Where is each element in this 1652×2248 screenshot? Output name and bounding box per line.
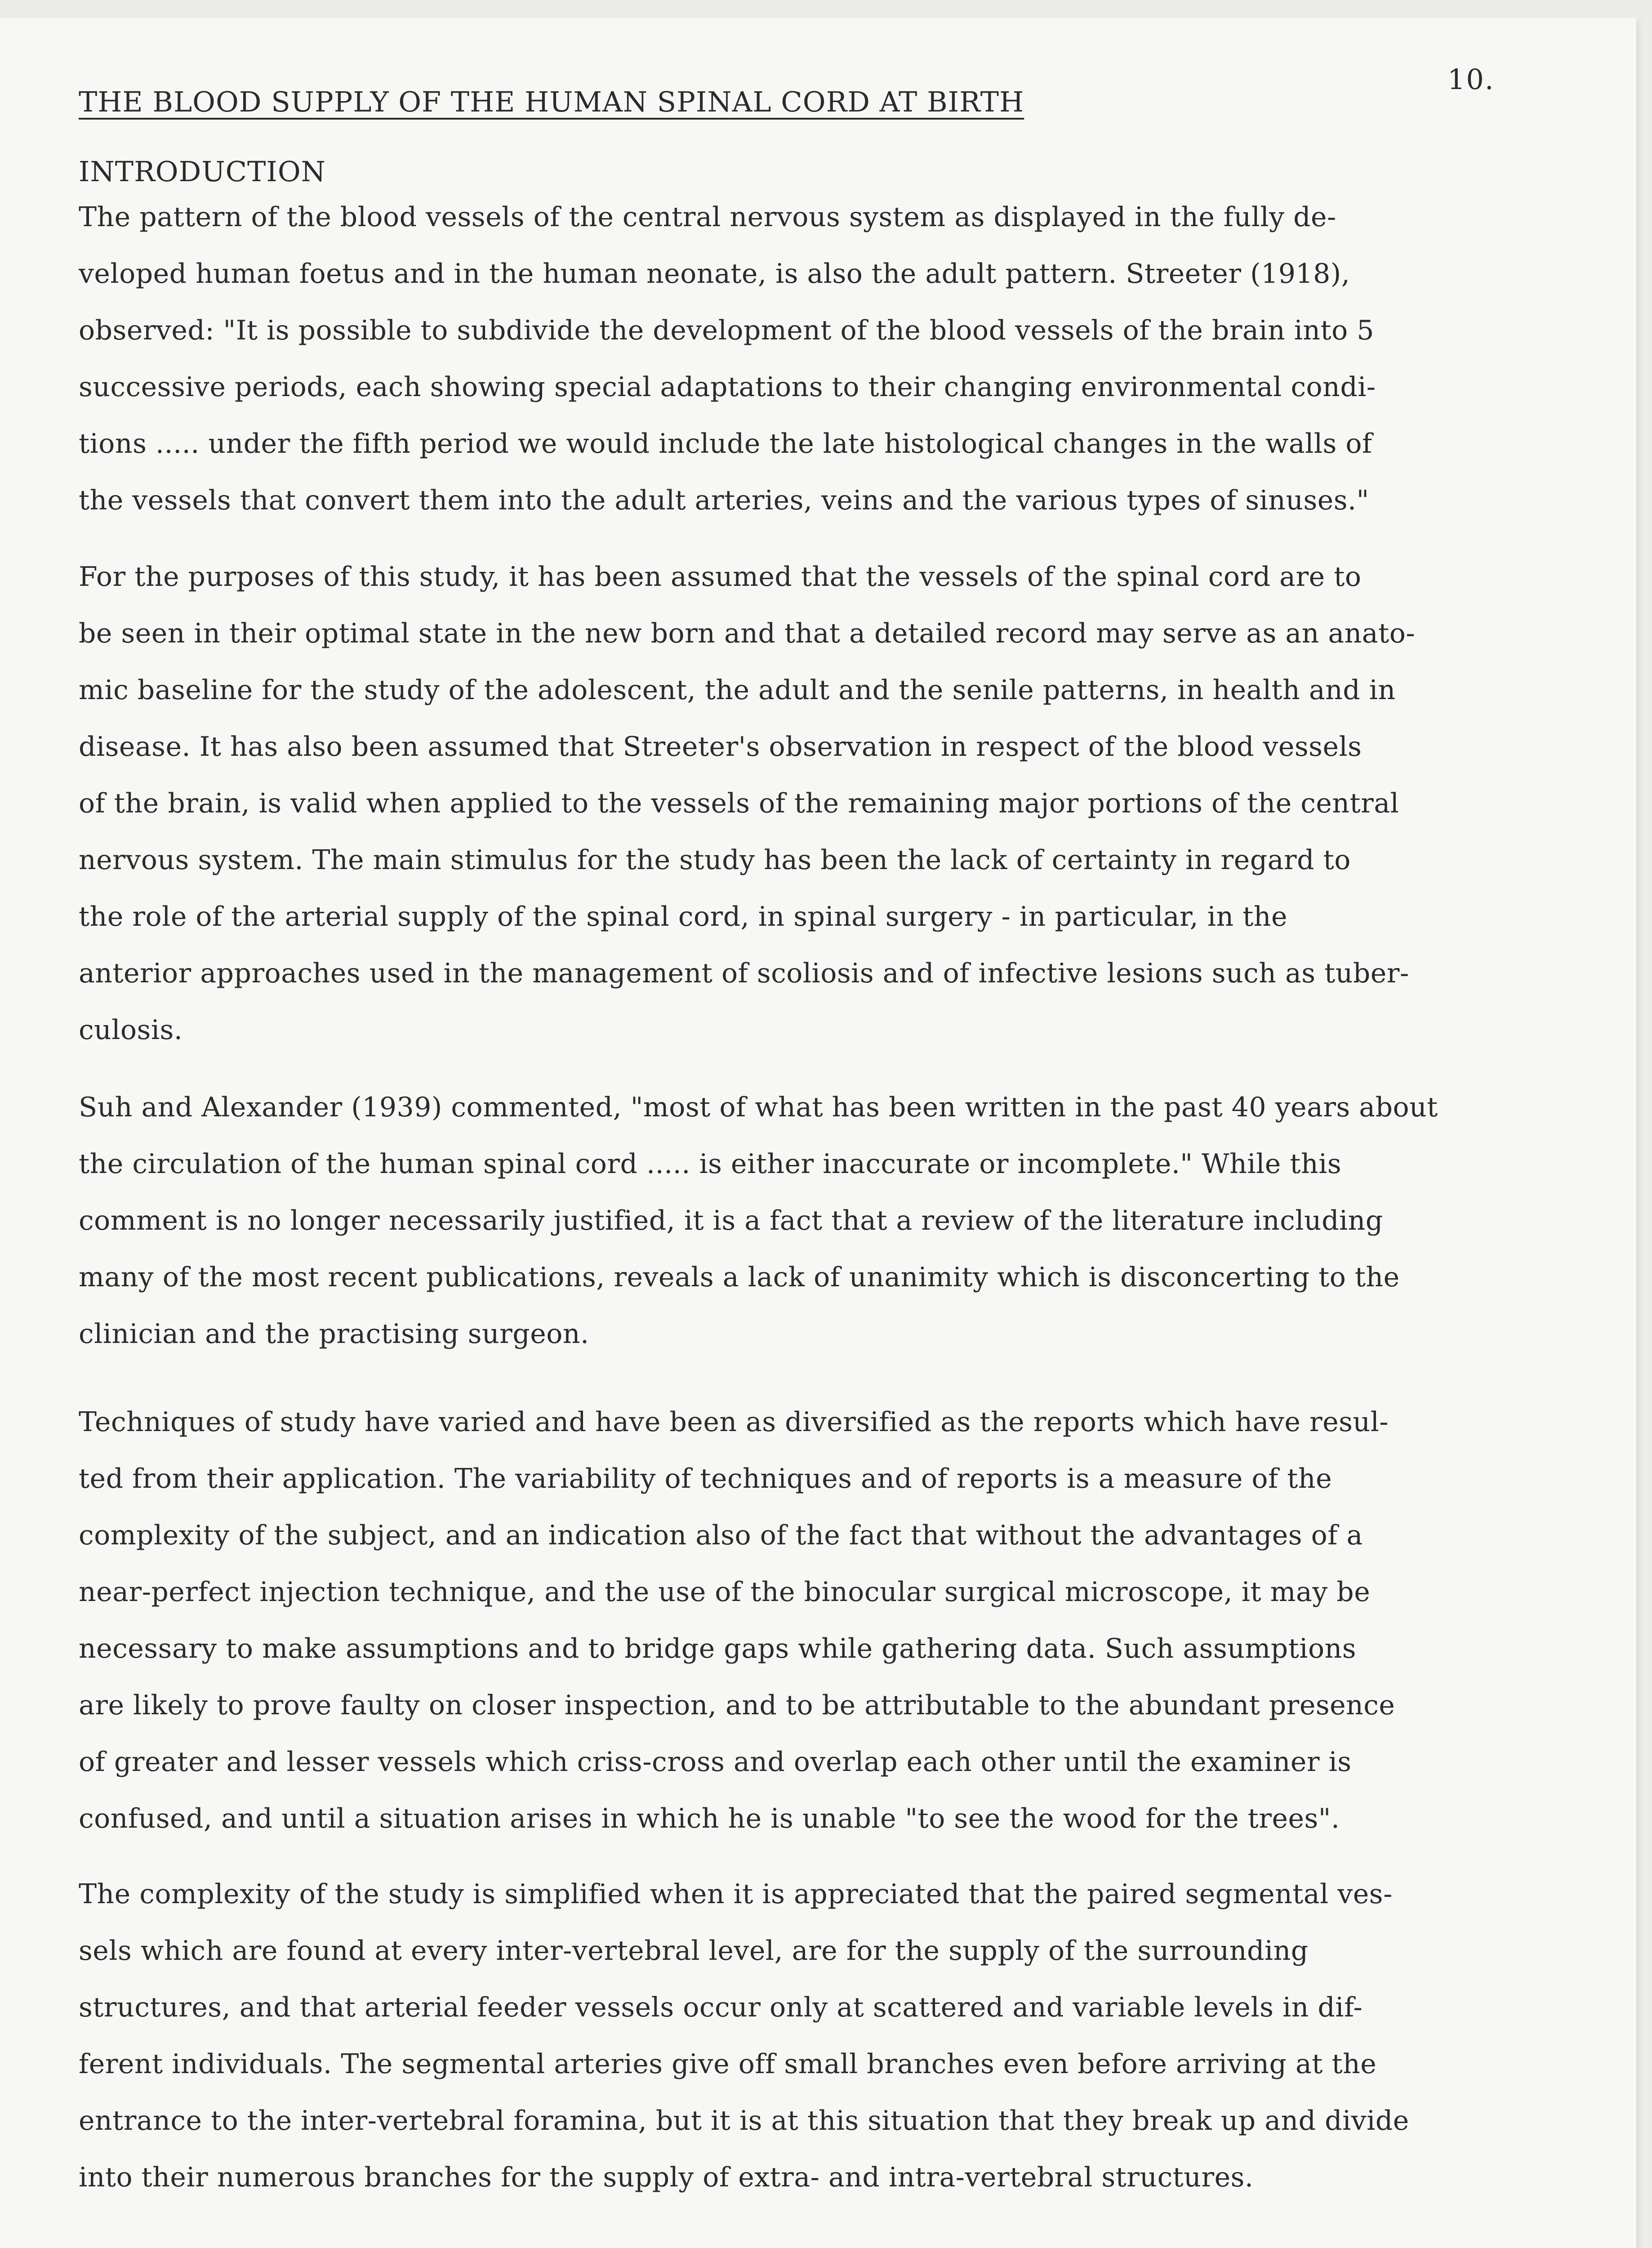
text-line: The pattern of the blood vessels of the central nervous system as displayed in the fully de- [79, 201, 1336, 233]
paragraph-2 [79, 549, 1508, 1058]
text-line: successive periods, each showing special adaptations to their changing environmental condi- [79, 371, 1376, 403]
paragraph-5 [79, 1866, 1508, 2206]
text-line: structures, and that arterial feeder vessels occur only at scattered and variable levels in dif- [79, 1992, 1363, 2023]
text-line: near-perfect injection technique, and the use of the binocular surgical microscope, it may be [79, 1576, 1371, 1608]
text-line: mic baseline for the study of the adolescent, the adult and the senile patterns, in health and in [79, 674, 1396, 706]
text-line: The complexity of the study is simplified when it is appreciated that the paired segmental ves- [79, 1878, 1393, 1910]
text-line: ted from their application. The variability of techniques and of reports is a measure of the [79, 1463, 1332, 1494]
paragraph-1 [79, 189, 1508, 529]
text-line: anterior approaches used in the management of scoliosis and of infective lesions such as tuber- [79, 958, 1409, 989]
text-line: For the purposes of this study, it has been assumed that the vessels of the spinal cord are to [79, 561, 1362, 593]
paragraph-4 [79, 1394, 1508, 1847]
text-line: disease. It has also been assumed that Streeter's observation in respect of the blood vessels [79, 731, 1362, 763]
text-line: the vessels that convert them into the adult arteries, veins and the various types of sinuses." [79, 485, 1369, 516]
text-line: be seen in their optimal state in the new born and that a detailed record may serve as an anato- [79, 618, 1416, 649]
paragraph-3 [79, 1079, 1508, 1362]
text-line: comment is no longer necessarily justified, it is a fact that a review of the literature including [79, 1205, 1383, 1236]
text-line: Techniques of study have varied and have been as diversified as the reports which have resul- [79, 1406, 1389, 1438]
text-line: complexity of the subject, and an indication also of the fact that without the advantages of a [79, 1520, 1363, 1551]
document-title: THE BLOOD SUPPLY OF THE HUMAN SPINAL CORD AT BIRTH [79, 85, 1024, 118]
section-heading: INTRODUCTION [79, 155, 326, 188]
text-line: observed: "It is possible to subdivide the development of the blood vessels of the brain into 5 [79, 315, 1374, 346]
text-line: of greater and lesser vessels which criss-cross and overlap each other until the examiner is [79, 1746, 1352, 1778]
page-number: 10. [1447, 63, 1495, 96]
text-line: of the brain, is valid when applied to the vessels of the remaining major portions of the central [79, 788, 1399, 819]
text-line: are likely to prove faulty on closer inspection, and to be attributable to the abundant presence [79, 1690, 1395, 1721]
text-line: culosis. [79, 1014, 183, 1046]
text-line: into their numerous branches for the supply of extra- and intra-vertebral structures. [79, 2162, 1254, 2193]
text-line: many of the most recent publications, reveals a lack of unanimity which is disconcerting to the [79, 1262, 1400, 1293]
text-line: entrance to the inter-vertebral foramina, but it is at this situation that they break up and divide [79, 2105, 1409, 2136]
text-line: ferent individuals. The segmental arteries give off small branches even before arriving at the [79, 2048, 1377, 2080]
text-line: sels which are found at every inter-vertebral level, are for the supply of the surrounding [79, 1935, 1309, 1967]
text-line: nervous system. The main stimulus for the study has been the lack of certainty in regard to [79, 844, 1351, 876]
text-line: tions ..... under the fifth period we would include the late histological changes in the walls of [79, 428, 1372, 459]
text-line: clinician and the practising surgeon. [79, 1318, 589, 1350]
text-line: the role of the arterial supply of the spinal cord, in spinal surgery - in particular, in the [79, 901, 1287, 932]
document-page [0, 18, 1636, 2248]
text-line: confused, and until a situation arises in which he is unable "to see the wood for the trees". [79, 1803, 1340, 1834]
text-line: the circulation of the human spinal cord ..... is either inaccurate or incomplete." While this [79, 1148, 1342, 1180]
text-line: necessary to make assumptions and to bridge gaps while gathering data. Such assumptions [79, 1633, 1357, 1664]
text-line: veloped human foetus and in the human neonate, is also the adult pattern. Streeter (1918), [79, 258, 1350, 290]
text-line: Suh and Alexander (1939) commented, "most of what has been written in the past 40 years about [79, 1092, 1438, 1123]
